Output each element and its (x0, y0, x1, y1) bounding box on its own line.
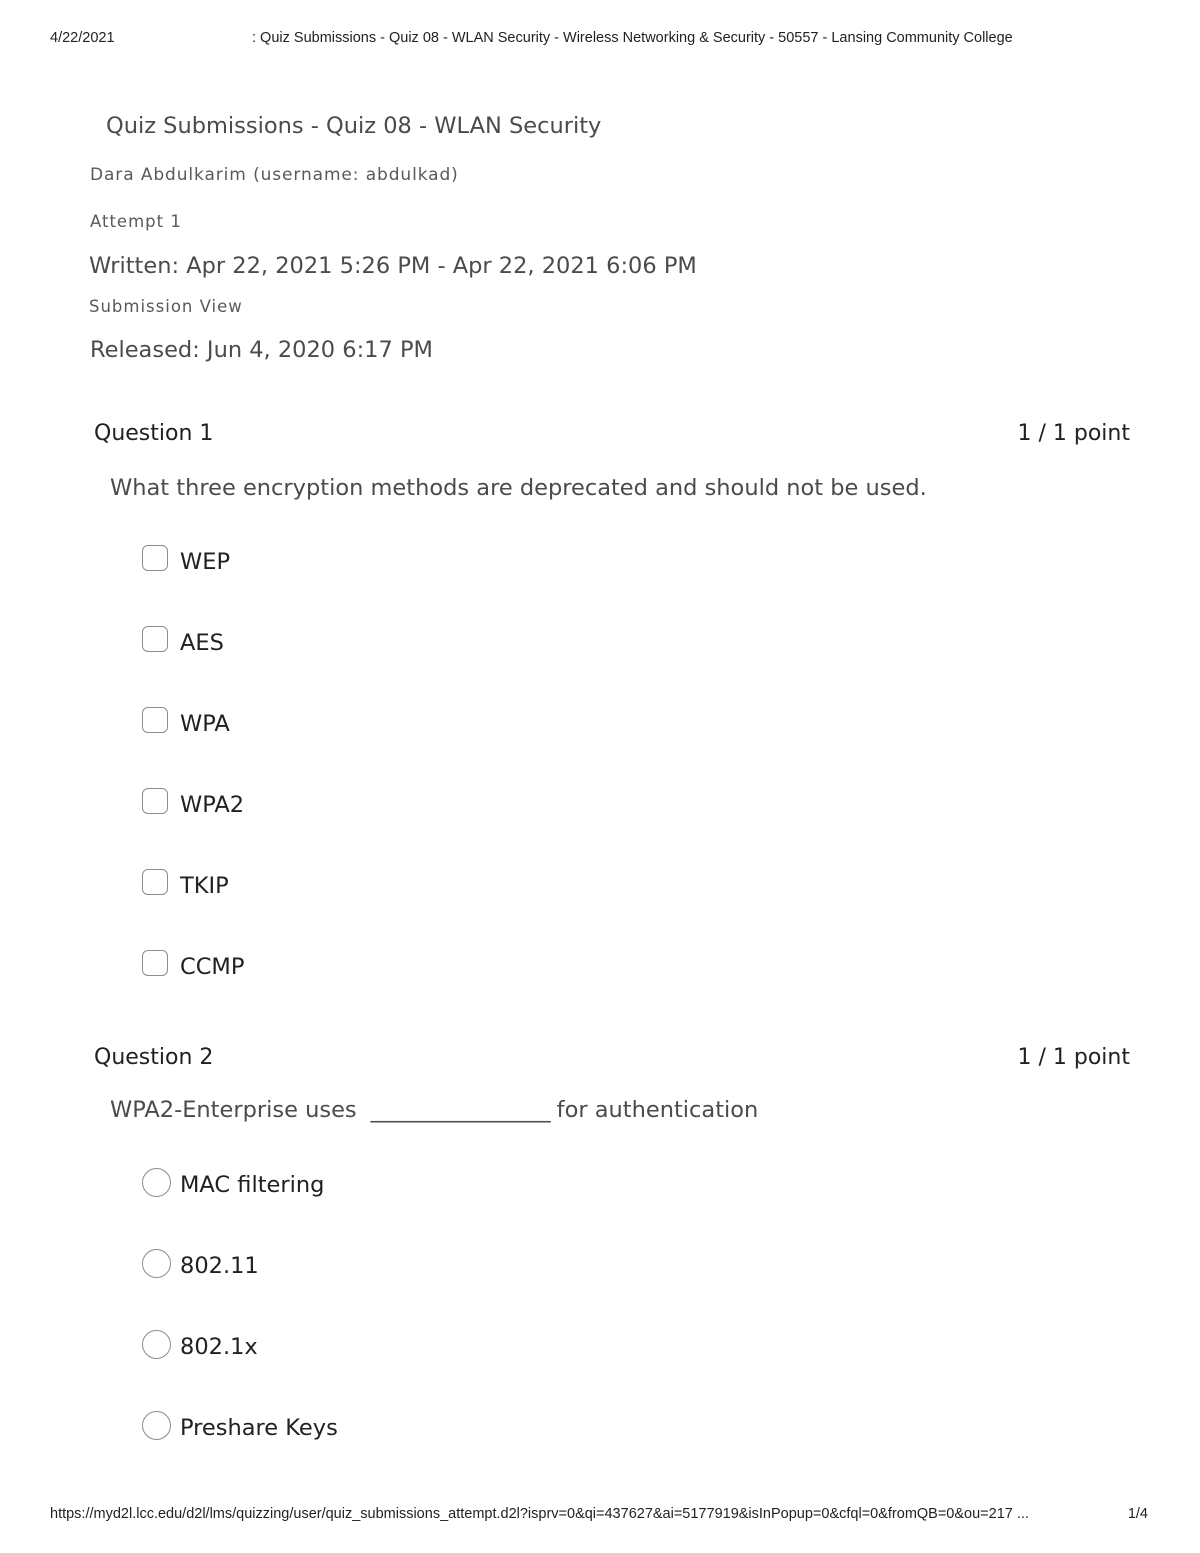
radio-button[interactable] (142, 1330, 171, 1359)
question-2-text (110, 1097, 758, 1123)
question-2-heading: Question 2 (94, 1045, 214, 1070)
option-label: AES (180, 630, 224, 656)
option-label: 802.1x (180, 1334, 258, 1360)
radio-button[interactable] (142, 1249, 171, 1278)
released-time: Released: Jun 4, 2020 6:17 PM (90, 337, 433, 363)
print-header (50, 30, 1150, 50)
option-label: 802.11 (180, 1253, 259, 1279)
print-url: https://myd2l.lcc.edu/d2l/lms/quizzing/user/quiz_submissions_attempt.d2l?isprv=0&qi=437627&ai=5177919&isInPopup=0&cfql=0&fromQB=0&ou=217 ... (50, 1506, 1029, 1522)
written-time: Written: Apr 22, 2021 5:26 PM - Apr 22, 2021 6:06 PM (89, 253, 697, 279)
question-1-heading: Question 1 (94, 421, 214, 446)
option-label: Preshare Keys (180, 1415, 338, 1441)
checkbox[interactable] (142, 626, 168, 652)
option-label: WEP (180, 549, 231, 575)
submission-view-label: Submission View (89, 297, 243, 316)
option-label: WPA2 (180, 792, 245, 818)
radio-button[interactable] (142, 1411, 171, 1440)
option-label: CCMP (180, 954, 245, 980)
checkbox[interactable] (142, 869, 168, 895)
fill-in-blank: ________________ (370, 1097, 551, 1123)
page-number: 1/4 (1127, 1506, 1148, 1522)
radio-button[interactable] (142, 1168, 171, 1197)
question-1-text: What three encryption methods are deprecated and should not be used. (110, 475, 927, 501)
print-footer (50, 1506, 1148, 1526)
quiz-title: Quiz Submissions - Quiz 08 - WLAN Security (106, 113, 602, 139)
question-2-points: 1 / 1 point (1017, 1045, 1130, 1070)
attempt-label: Attempt 1 (90, 212, 182, 231)
question-2-text-before: WPA2-Enterprise uses (110, 1097, 357, 1123)
checkbox[interactable] (142, 707, 168, 733)
question-2-text-after: for authentication (556, 1097, 759, 1123)
user-name: Dara Abdulkarim (username: abdulkad) (90, 165, 459, 185)
option-label: TKIP (180, 873, 229, 899)
checkbox[interactable] (142, 788, 168, 814)
question-1-points: 1 / 1 point (1017, 421, 1130, 446)
print-page-title: : Quiz Submissions - Quiz 08 - WLAN Security - Wireless Networking & Security - 50557 - Lansing Community College (252, 30, 1013, 46)
option-label: WPA (180, 711, 230, 737)
checkbox[interactable] (142, 950, 168, 976)
checkbox[interactable] (142, 545, 168, 571)
option-label: MAC filtering (180, 1172, 325, 1198)
print-date: 4/22/2021 (50, 30, 115, 46)
